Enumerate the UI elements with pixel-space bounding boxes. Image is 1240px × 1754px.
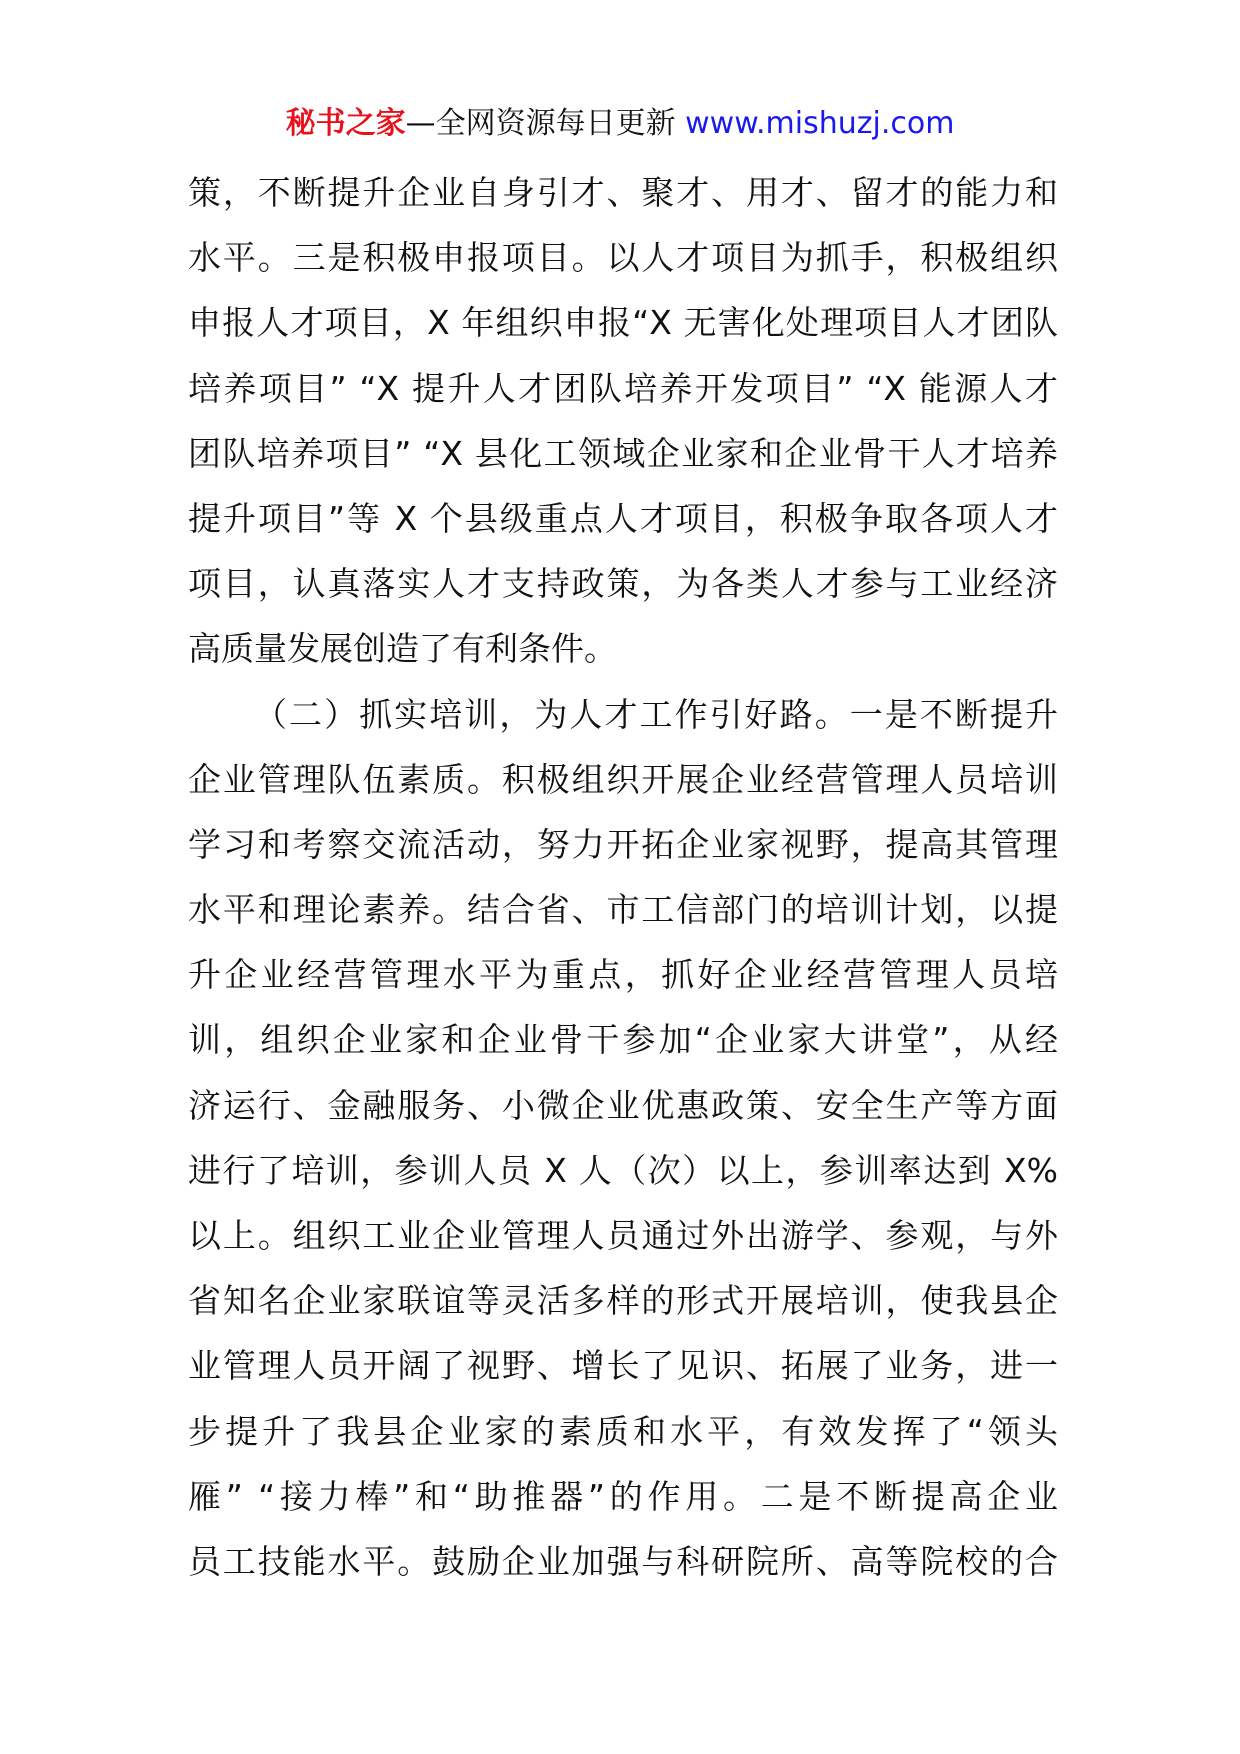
text-line: 学习和考察交流活动，努力开拓企业家视野，提高其管理 — [188, 824, 1058, 864]
text-line: 培养项目” “X 提升人才团队培养开发项目” “X 能源人才 — [188, 368, 1058, 408]
text-line: 项目，认真落实人才支持政策，为各类人才参与工业经济 — [188, 564, 1058, 604]
text-line: 水平和理论素养。结合省、市工信部门的培训计划，以提 — [188, 890, 1058, 930]
text-line: 员工技能水平。鼓励企业加强与科研院所、高等院校的合 — [188, 1541, 1058, 1581]
text-line: 水平。三是积极申报项目。以人才项目为抓手，积极组织 — [188, 238, 1058, 278]
text-line: 训，组织企业家和企业骨干参加“企业家大讲堂”，从经 — [188, 1020, 1058, 1060]
text-line: 业管理人员开阔了视野、增长了见识、拓展了业务，进一 — [188, 1346, 1058, 1386]
text-line: 雁” “接力棒”和“助推器”的作用。二是不断提高企业 — [188, 1476, 1058, 1516]
text-line: 步提升了我县企业家的素质和水平，有效发挥了“领头 — [188, 1411, 1058, 1451]
text-line: 策，不断提升企业自身引才、聚才、用才、留才的能力和 — [188, 173, 1058, 212]
text-line: 济运行、金融服务、小微企业优惠政策、安全生产等方面 — [188, 1085, 1058, 1125]
header-url[interactable]: www.mishuzj.com — [685, 106, 955, 141]
text-line: 升企业经营管理水平为重点，抓好企业经营管理人员培 — [188, 955, 1058, 995]
text-line: 团队培养项目” “X 县化工领域企业家和企业骨干人才培养 — [188, 433, 1058, 473]
text-line: 提升项目”等 X 个县级重点人才项目，积极争取各项人才 — [188, 498, 1058, 538]
text-line: 申报人才项目，X 年组织申报“X 无害化处理项目人才团队 — [188, 303, 1058, 343]
text-line: 高质量发展创造了有利条件。 — [188, 629, 617, 669]
text-line: 进行了培训，参训人员 X 人（次）以上，参训率达到 X% — [188, 1150, 1058, 1190]
text-line: 省知名企业家联谊等灵活多样的形式开展培训，使我县企 — [188, 1281, 1058, 1321]
header-tagline: —全网资源每日更新 — [405, 106, 686, 141]
text-line: 以上。组织工业企业管理人员通过外出游学、参观，与外 — [188, 1216, 1058, 1255]
document-body — [188, 160, 1058, 1594]
section-heading-line: （二）抓实培训，为人才工作引好路。一是不断提升 — [254, 694, 1058, 734]
header-brand: 秘书之家 — [285, 106, 406, 141]
page-header — [0, 104, 1240, 144]
text-line: 企业管理队伍素质。积极组织开展企业经营管理人员培训 — [188, 759, 1058, 799]
